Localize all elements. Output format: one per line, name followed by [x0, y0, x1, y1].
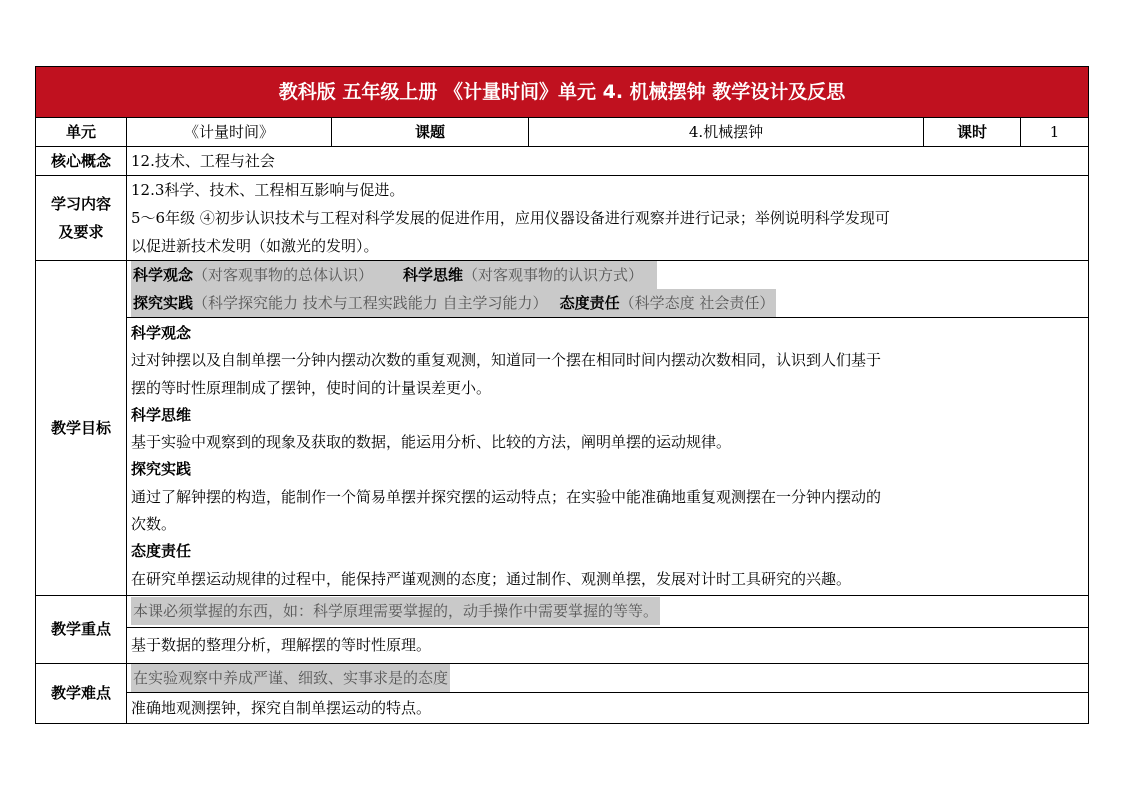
- goals-legend: [127, 261, 1089, 318]
- learning-row: [36, 176, 1089, 261]
- key-label: 教学重点: [36, 595, 127, 663]
- difficult-hint: 在实验观察中养成严谨、细致、实事求是的态度: [131, 664, 450, 692]
- learning-content: [127, 176, 1089, 261]
- difficult-hint-row: [36, 663, 1089, 692]
- goal-3-line1: 通过了解钟摆的构造，能制作一个简易单摆并探究摆的运动特点；在实验中能准确地重复观测摆在一分钟内摆动的: [131, 487, 882, 506]
- difficult-hint-cell: [127, 663, 1089, 692]
- goal-3-line2: 次数。: [131, 515, 177, 534]
- learning-label-line2: 及要求: [58, 223, 104, 241]
- goal-4-title: 态度责任: [131, 542, 192, 561]
- core-label: 核心概念: [36, 147, 127, 176]
- legend-b-hint: （对客观事物的认识方式）: [463, 266, 644, 284]
- difficult-label: 教学难点: [36, 663, 127, 723]
- legend-highlight-2: [131, 289, 776, 317]
- lesson-plan-sheet: [35, 66, 1088, 724]
- key-hint-row: [36, 595, 1089, 627]
- core-row: [36, 147, 1089, 176]
- legend-d-hint: （科学态度 社会责任）: [619, 294, 775, 312]
- period-label: 课时: [924, 118, 1021, 147]
- lesson-label: 课题: [332, 118, 529, 147]
- goal-1-title: 科学观念: [131, 324, 192, 342]
- lesson-value: 4.机械摆钟: [529, 118, 924, 147]
- learning-label: [36, 176, 127, 261]
- goal-1-line2: 摆的等时性原理制成了摆钟，使时间的计量误差更小。: [131, 378, 492, 397]
- goal-1-line1: 过对钟摆以及自制单摆一分钟内摆动次数的重复观测，知道同一个摆在相同时间内摆动次数相同，认识到人们基于: [131, 351, 882, 370]
- legend-d-title: 态度责任: [559, 294, 620, 312]
- goals-legend-line1: [131, 261, 1084, 289]
- legend-a-title: 科学观念: [133, 266, 194, 284]
- legend-c-hint: （科学探究能力 技术与工程实践能力 自主学习能力）: [193, 294, 548, 312]
- title-row: [36, 67, 1089, 118]
- key-value: 基于数据的整理分析，理解摆的等时性原理。: [127, 627, 1089, 663]
- goal-2-title: 科学思维: [131, 405, 192, 424]
- unit-value: 《计量时间》: [127, 118, 332, 147]
- legend-b-title: 科学思维: [403, 266, 464, 284]
- legend-a-hint: （对客观事物的总体认识）: [193, 266, 374, 284]
- difficult-value-row: [36, 692, 1089, 723]
- goals-body: [127, 318, 1089, 596]
- learning-line2: 5～6年级 ④初步认识技术与工程对科学发展的促进作用，应用仪器设备进行观察并进行记录；举例说明科学发现可: [131, 209, 890, 227]
- core-value: 12.技术、工程与社会: [127, 147, 1089, 176]
- unit-label: 单元: [36, 118, 127, 147]
- goals-legend-line2: [131, 289, 1084, 317]
- learning-line3: 以促进新技术发明（如激光的发明）。: [131, 237, 379, 255]
- learning-line1: 12.3科学、技术、工程相互影响与促进。: [131, 181, 405, 199]
- goal-4-line1: 在研究单摆运动规律的过程中，能保持严谨观测的态度；通过制作、观测单摆，发展对计时工具研究的兴趣。: [131, 569, 852, 588]
- lesson-plan-table: [35, 66, 1089, 724]
- learning-label-line1: 学习内容: [50, 195, 111, 213]
- goals-label: 教学目标: [36, 261, 127, 596]
- key-value-row: [36, 627, 1089, 663]
- goals-body-row: [36, 318, 1089, 596]
- legend-highlight-1: [131, 261, 657, 289]
- goals-legend-row: [36, 261, 1089, 318]
- difficult-value: 准确地观测摆钟，探究自制单摆运动的特点。: [127, 692, 1089, 723]
- info-row: [36, 118, 1089, 147]
- key-hint-cell: [127, 595, 1089, 627]
- key-hint: 本课必须掌握的东西，如：科学原理需要掌握的，动手操作中需要掌握的等等。: [131, 597, 660, 625]
- page-title: 教科版 五年级上册 《计量时间》单元 4. 机械摆钟 教学设计及反思: [36, 67, 1089, 118]
- period-value: 1: [1021, 118, 1089, 147]
- legend-c-title: 探究实践: [133, 294, 194, 312]
- goal-2-line1: 基于实验中观察到的现象及获取的数据，能运用分析、比较的方法，阐明单摆的运动规律。: [131, 433, 732, 452]
- goal-3-title: 探究实践: [131, 460, 192, 479]
